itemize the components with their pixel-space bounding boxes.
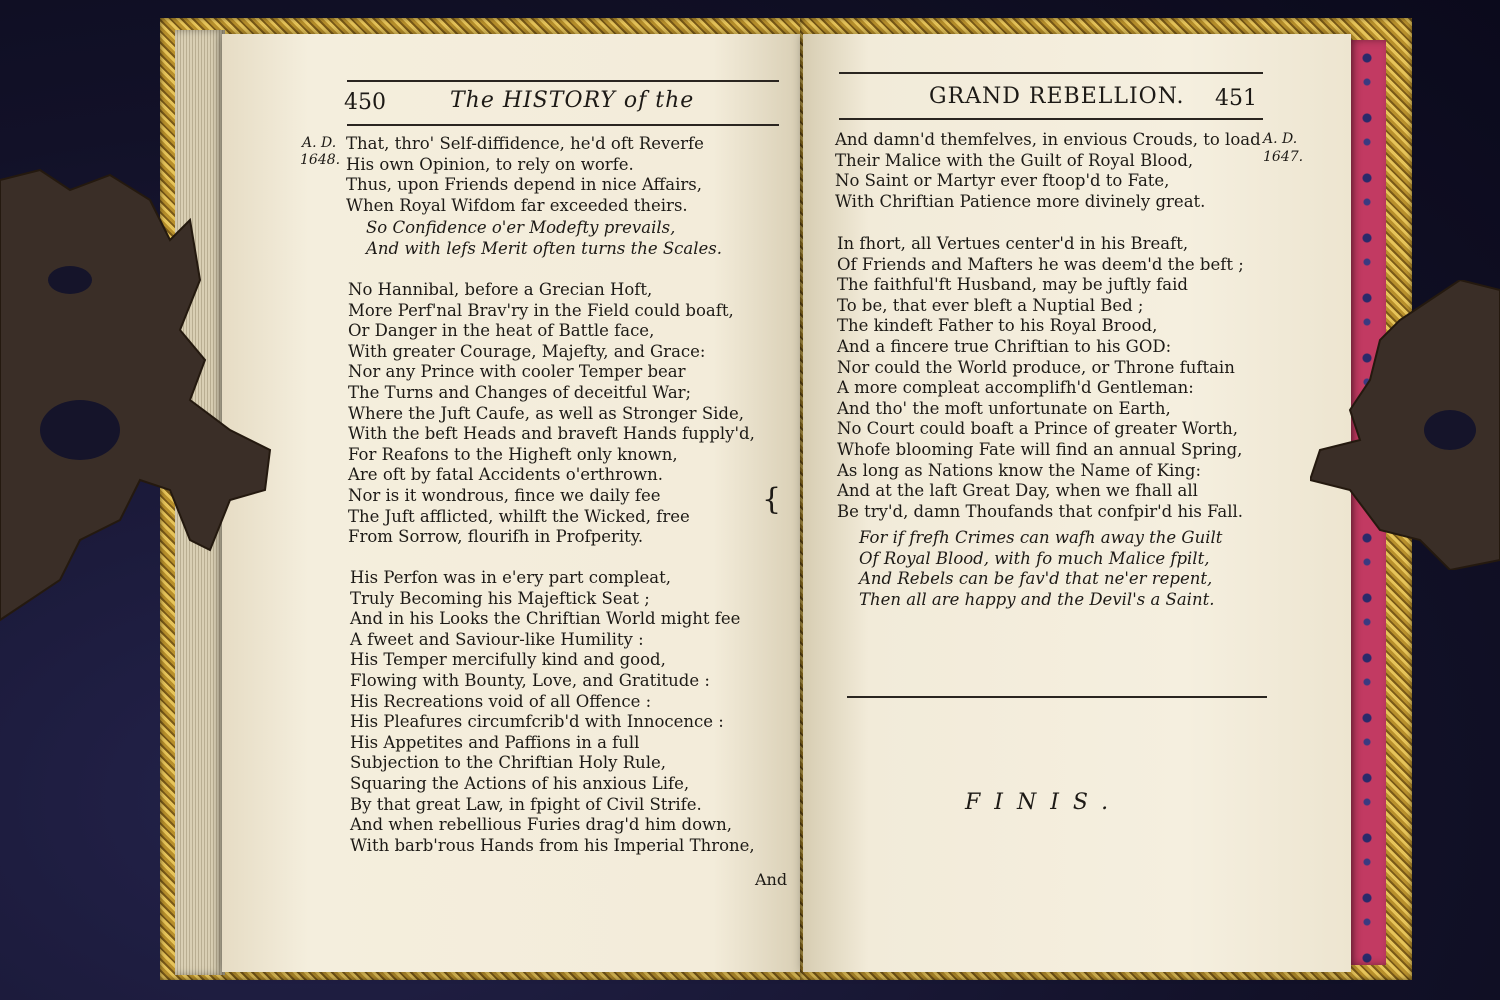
verse-line: Or Danger in the heat of Battle face, xyxy=(348,321,655,341)
verse-line: His Pleafures circumfcrib'd with Innocence : xyxy=(350,712,724,732)
verse-line: Whofe blooming Fate will find an annual Spring, xyxy=(837,440,1243,459)
verse-line: Where the Juft Caufe, as well as Stronger Side, xyxy=(348,403,744,423)
verse-line: And a fincere true Chriftian to his GOD: xyxy=(837,337,1172,356)
verse-line: With greater Courage, Majefty, and Grace: xyxy=(348,341,706,361)
verse-line: A more compleat accomplifh'd Gentleman: xyxy=(837,378,1194,398)
verse-line: Nor any Prince with cooler Temper bear xyxy=(348,362,686,382)
right-page xyxy=(803,34,1351,972)
header-rule-top xyxy=(839,72,1263,74)
end-rule xyxy=(847,696,1267,698)
verse-line: For Reafons to the Higheft only known, xyxy=(348,444,678,464)
header-rule-bottom xyxy=(839,118,1263,120)
verse-line: No Court could boaft a Prince of greater Worth, xyxy=(837,419,1239,439)
margin-year: 1647. xyxy=(1263,149,1304,165)
verse-line: And at the laft Great Day, when we fhall all xyxy=(837,481,1198,501)
verse-line: His own Opinion, to rely on worfe. xyxy=(346,154,634,174)
verse-line: To be, that ever bleft a Nuptial Bed ; xyxy=(837,295,1144,315)
verse-line: Subjection to the Chriftian Holy Rule, xyxy=(350,753,667,773)
verse-line: And when rebellious Furies drag'd him down, xyxy=(350,815,733,835)
verse-line: Are oft by fatal Accidents o'erthrown. xyxy=(348,465,663,485)
verse-line: Nor could the World produce, or Throne fuftain xyxy=(837,357,1235,377)
verse-line: The Juft afflicted, whilft the Wicked, free xyxy=(348,506,690,526)
verse-line: And in his Looks the Chriftian World might fee xyxy=(350,609,741,629)
verse-line: With Chriftian Patience more divinely great. xyxy=(835,191,1206,211)
verse-line: From Sorrow, flourifh in Profperity. xyxy=(348,527,644,547)
verse-line: His Temper mercifully kind and good, xyxy=(350,650,666,670)
verse-line: So Confidence o'er Modefty prevails, xyxy=(366,218,676,237)
header-rule-top xyxy=(347,80,779,82)
verse-line: And damn'd themfelves, in envious Crouds, to load xyxy=(835,130,1261,149)
finis: FINIS. xyxy=(965,790,1123,815)
left-page xyxy=(222,34,800,972)
verse-line: Then all are happy and the Devil's a Saint. xyxy=(859,589,1215,609)
metal-clasp-left xyxy=(0,160,280,630)
margin-year-label: A. D. xyxy=(302,135,337,151)
verse-line: As long as Nations know the Name of King: xyxy=(837,460,1202,480)
verse-line: And with lefs Merit often turns the Scales. xyxy=(366,238,723,258)
verse-line: Truly Becoming his Majeftick Seat ; xyxy=(350,588,650,608)
verse-line: In fhort, all Vertues center'd in his Breaft, xyxy=(837,234,1189,253)
verse-line: No Saint or Martyr ever ftoop'd to Fate, xyxy=(835,171,1170,191)
running-head: GRAND REBELLION. xyxy=(929,84,1185,109)
verse-line: Be try'd, damn Thoufands that confpir'd his Fall. xyxy=(837,501,1244,521)
running-head: The HISTORY of the xyxy=(450,88,695,113)
verse-line: Squaring the Actions of his anxious Life, xyxy=(350,774,690,793)
verse-line: His Appetites and Paffions in a full xyxy=(350,732,640,752)
verse-line: By that great Law, in fpight of Civil Strife. xyxy=(350,794,702,814)
verse-line: His Recreations void of all Offence : xyxy=(350,691,652,711)
verse-line: Flowing with Bounty, Love, and Gratitude : xyxy=(350,671,710,690)
verse-line: Thus, upon Friends depend in nice Affairs, xyxy=(346,175,702,195)
verse-line: Their Malice with the Guilt of Royal Blood, xyxy=(835,150,1194,170)
page-number: 451 xyxy=(1215,86,1257,111)
verse-line: The kindeft Father to his Royal Brood, xyxy=(837,316,1158,336)
margin-year-label: A. D. xyxy=(1263,131,1298,147)
verse-line: When Royal Wifdom far exceeded theirs. xyxy=(346,195,688,215)
verse-line: Of Royal Blood, with fo much Malice fpilt, xyxy=(859,548,1210,568)
verse-line: With barb'rous Hands from his Imperial Throne, xyxy=(350,835,755,855)
catchword: And xyxy=(755,870,788,889)
verse-line: No Hannibal, before a Grecian Hoft, xyxy=(348,280,653,299)
header-rule-bottom xyxy=(347,124,779,126)
verse-line: For if frefh Crimes can wafh away the Guilt xyxy=(859,528,1223,547)
page-number: 450 xyxy=(344,90,386,115)
verse-line: The Turns and Changes of deceitful War; xyxy=(348,383,692,402)
verse-line: That, thro' Self-diffidence, he'd oft Reverfe xyxy=(346,134,704,153)
verse-line: Of Friends and Mafters he was deem'd the beft ; xyxy=(837,254,1244,274)
metal-clasp-right xyxy=(1310,280,1500,570)
verse-line: Nor is it wondrous, fince we daily fee xyxy=(348,486,661,505)
verse-line: And tho' the moft unfortunate on Earth, xyxy=(837,398,1171,418)
brace-mark: { xyxy=(762,482,782,517)
margin-year: 1648. xyxy=(300,152,341,168)
verse-line: And Rebels can be fav'd that ne'er repent, xyxy=(859,569,1213,589)
verse-line: The faithful'ft Husband, may be juftly faid xyxy=(837,275,1188,295)
verse-line: A fweet and Saviour-like Humility : xyxy=(350,629,644,649)
verse-line: With the beft Heads and braveft Hands fupply'd, xyxy=(348,424,755,444)
verse-line: More Perf'nal Brav'ry in the Field could boaft, xyxy=(348,300,734,320)
verse-line: His Perfon was in e'ery part compleat, xyxy=(350,568,671,587)
